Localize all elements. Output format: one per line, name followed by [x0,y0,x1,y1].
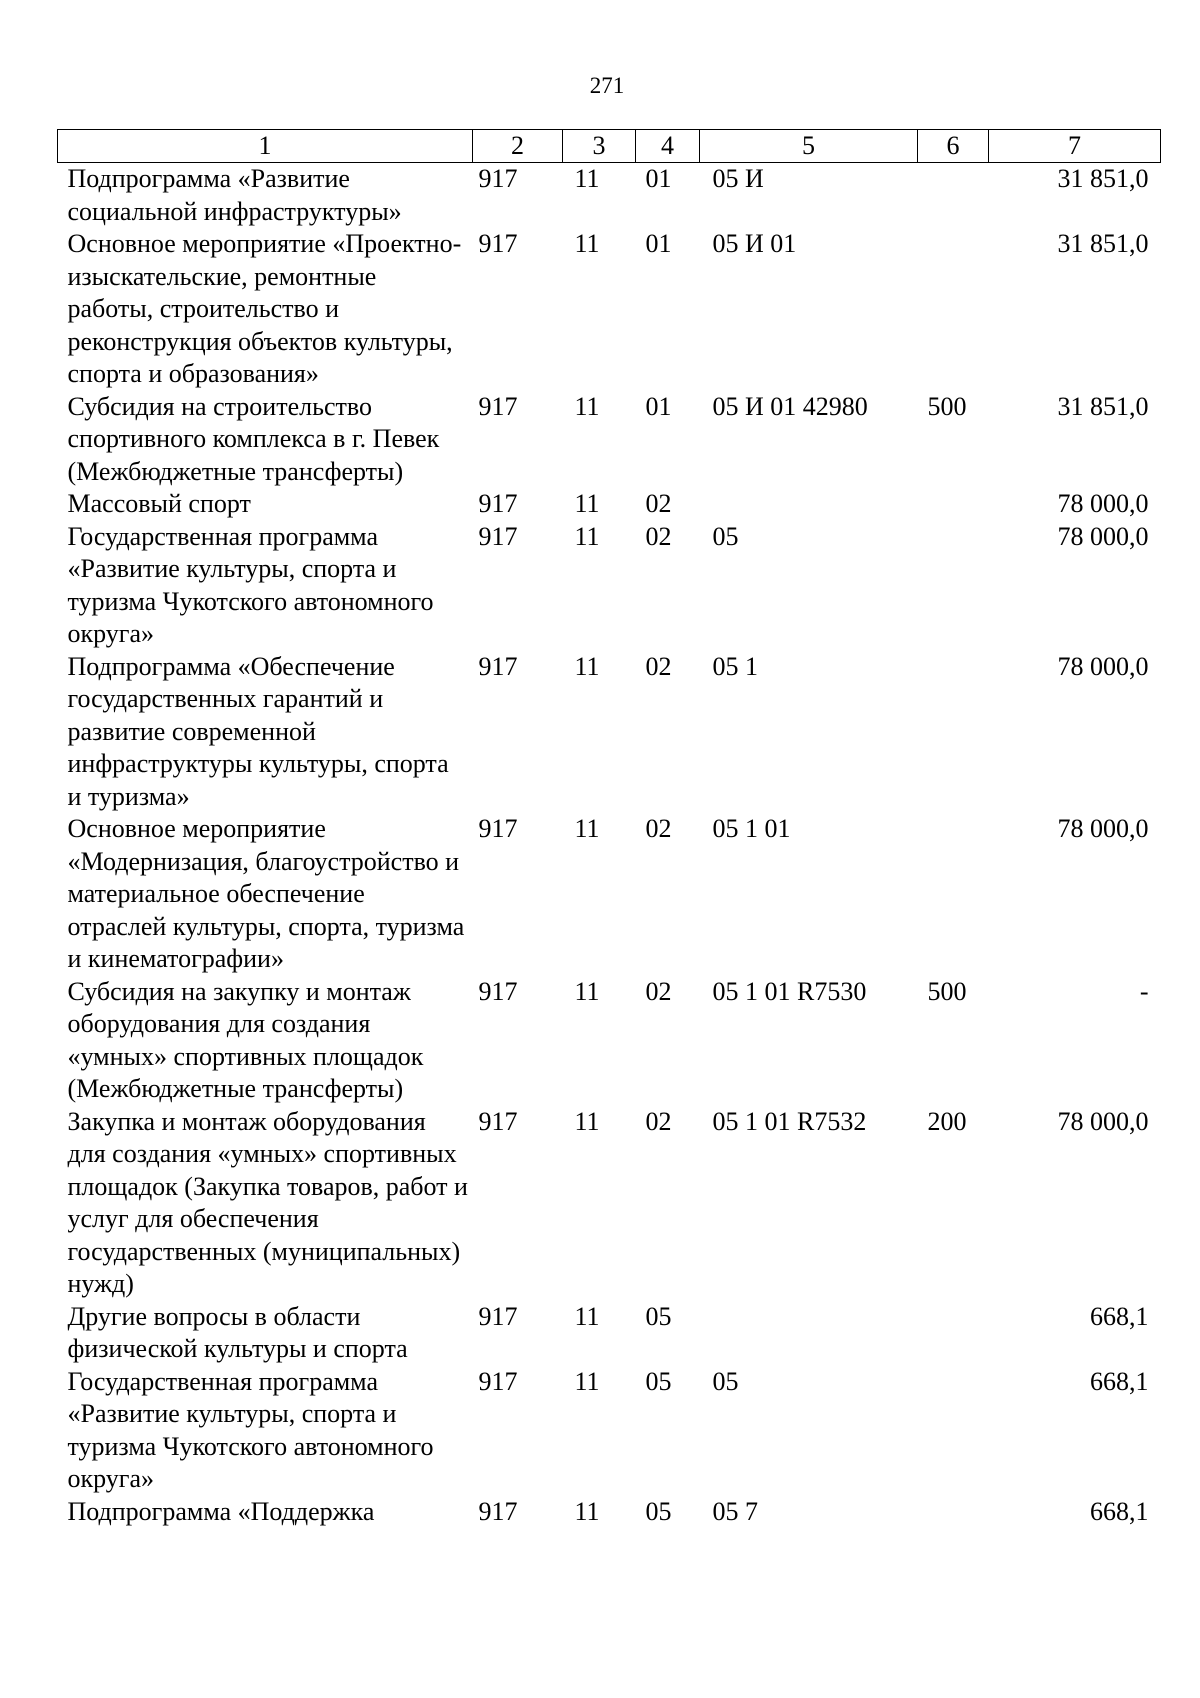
table-row [58,1301,1161,1366]
row-grbs: 917 [478,229,518,258]
row-expense-type [918,488,989,521]
row-section: 11 [574,164,600,193]
table-row [58,813,1161,976]
table-row [58,228,1161,391]
row-grbs: 917 [478,1496,518,1526]
row-expense-type [918,163,989,229]
row-section: 11 [574,229,600,258]
header-col-5: 5 [700,130,918,163]
row-name: Массовый спорт [67,489,251,518]
row-amount: - [1139,976,1149,1006]
row-name: Государственная программа «Развитие культуры, спорта и туризма Чукотского автономного округа» [67,1366,434,1493]
row-grbs: 917 [478,976,518,1006]
table-row [58,521,1161,651]
table-row [58,1366,1161,1496]
row-amount: 668,1 [1090,1496,1149,1526]
row-amount: 31 851,0 [1057,164,1149,193]
row-section: 11 [574,1106,600,1136]
row-name: Основное мероприятие «Проектно-изыскательские, ремонтные работы, строительство и реконструкция объектов культуры, спорта и образования» [67,229,462,388]
row-target-code: 05 И [712,164,764,193]
row-grbs: 917 [478,651,518,681]
row-name: Подпрограмма «Обеспечение государственных гарантий и развитие современной инфраструктуры культуры, спорта и туризма» [67,651,449,811]
row-target-code: 05 [712,521,739,551]
row-section: 11 [574,651,600,681]
row-grbs: 917 [478,1106,518,1136]
row-subsection: 02 [645,651,672,681]
table-row [58,976,1161,1106]
row-expense-type [918,813,989,976]
header-col-1: 1 [58,130,473,163]
row-expense-type [918,521,989,651]
row-grbs: 917 [478,489,518,518]
table-row [58,488,1161,521]
row-section: 11 [574,1496,600,1526]
row-grbs: 917 [478,1366,518,1396]
row-target-code [700,488,918,521]
row-grbs: 917 [478,814,518,843]
row-section: 11 [574,391,600,421]
row-amount: 78 000,0 [1057,521,1149,551]
row-expense-type: 500 [927,976,967,1006]
row-subsection: 02 [645,489,672,518]
row-amount: 668,1 [1090,1301,1149,1331]
row-grbs: 917 [478,391,518,421]
row-expense-type: 500 [927,391,967,421]
budget-table [57,129,1161,1528]
row-subsection: 05 [645,1366,672,1396]
row-subsection: 01 [645,229,672,258]
row-expense-type [918,1366,989,1496]
row-amount: 31 851,0 [1057,229,1149,258]
row-name: Подпрограмма «Поддержка [67,1496,375,1526]
row-amount: 78 000,0 [1057,1106,1149,1136]
row-target-code: 05 1 01 [712,814,791,843]
row-amount: 78 000,0 [1057,814,1149,843]
page-number: 271 [589,73,625,98]
row-grbs: 917 [478,164,518,193]
row-grbs: 917 [478,521,518,551]
row-target-code: 05 7 [712,1496,758,1526]
row-section: 11 [574,489,600,518]
header-col-7: 7 [989,130,1161,163]
table-row [58,1106,1161,1301]
table-row [58,1496,1161,1529]
row-subsection: 05 [645,1496,672,1526]
row-expense-type [918,228,989,391]
row-subsection: 02 [645,814,672,843]
row-amount: 668,1 [1090,1366,1149,1396]
row-section: 11 [574,1301,600,1331]
row-grbs: 917 [478,1301,518,1331]
table-row [58,391,1161,489]
table-row [58,163,1161,229]
table-header-row [58,130,1161,163]
row-subsection: 02 [645,521,672,551]
row-target-code [700,1301,918,1366]
row-name: Субсидия на закупку и монтаж оборудования для создания «умных» спортивных площадок (Межбюджетные трансферты) [67,976,424,1103]
row-subsection: 02 [645,976,672,1006]
row-expense-type [918,1301,989,1366]
row-target-code: 05 [712,1366,739,1396]
row-subsection: 02 [645,1106,672,1136]
header-col-6: 6 [918,130,989,163]
row-target-code: 05 И 01 42980 [712,391,868,421]
row-amount: 31 851,0 [1057,391,1149,421]
row-subsection: 05 [645,1301,672,1331]
table-row [58,651,1161,814]
row-section: 11 [574,1366,600,1396]
row-name: Основное мероприятие «Модернизация, благоустройство и материальное обеспечение отраслей культуры, спорта, туризма и кинематографии» [67,814,465,973]
row-section: 11 [574,814,600,843]
row-name: Закупка и монтаж оборудования для создания «умных» спортивных площадок (Закупка товаров, работ и услуг для обеспечения государственных (муниципальных) нужд) [67,1106,468,1298]
row-expense-type [918,1496,989,1529]
row-name: Государственная программа «Развитие культуры, спорта и туризма Чукотского автономного округа» [67,521,434,648]
row-name: Подпрограмма «Развитие социальной инфраструктуры» [67,164,402,226]
row-target-code: 05 1 [712,651,758,681]
row-section: 11 [574,521,600,551]
row-expense-type: 200 [927,1106,967,1136]
row-amount: 78 000,0 [1057,651,1149,681]
header-col-4: 4 [636,130,700,163]
row-section: 11 [574,976,600,1006]
row-target-code: 05 1 01 R7530 [712,976,867,1006]
row-target-code: 05 И 01 [712,229,797,258]
row-target-code: 05 1 01 R7532 [712,1106,867,1136]
header-col-2: 2 [473,130,563,163]
row-subsection: 01 [645,164,672,193]
row-subsection: 01 [645,391,672,421]
row-expense-type [918,651,989,814]
row-name: Другие вопросы в области физической культуры и спорта [67,1301,408,1363]
header-col-3: 3 [563,130,636,163]
row-name: Субсидия на строительство спортивного комплекса в г. Певек (Межбюджетные трансферты) [67,391,440,486]
row-amount: 78 000,0 [1057,489,1149,518]
